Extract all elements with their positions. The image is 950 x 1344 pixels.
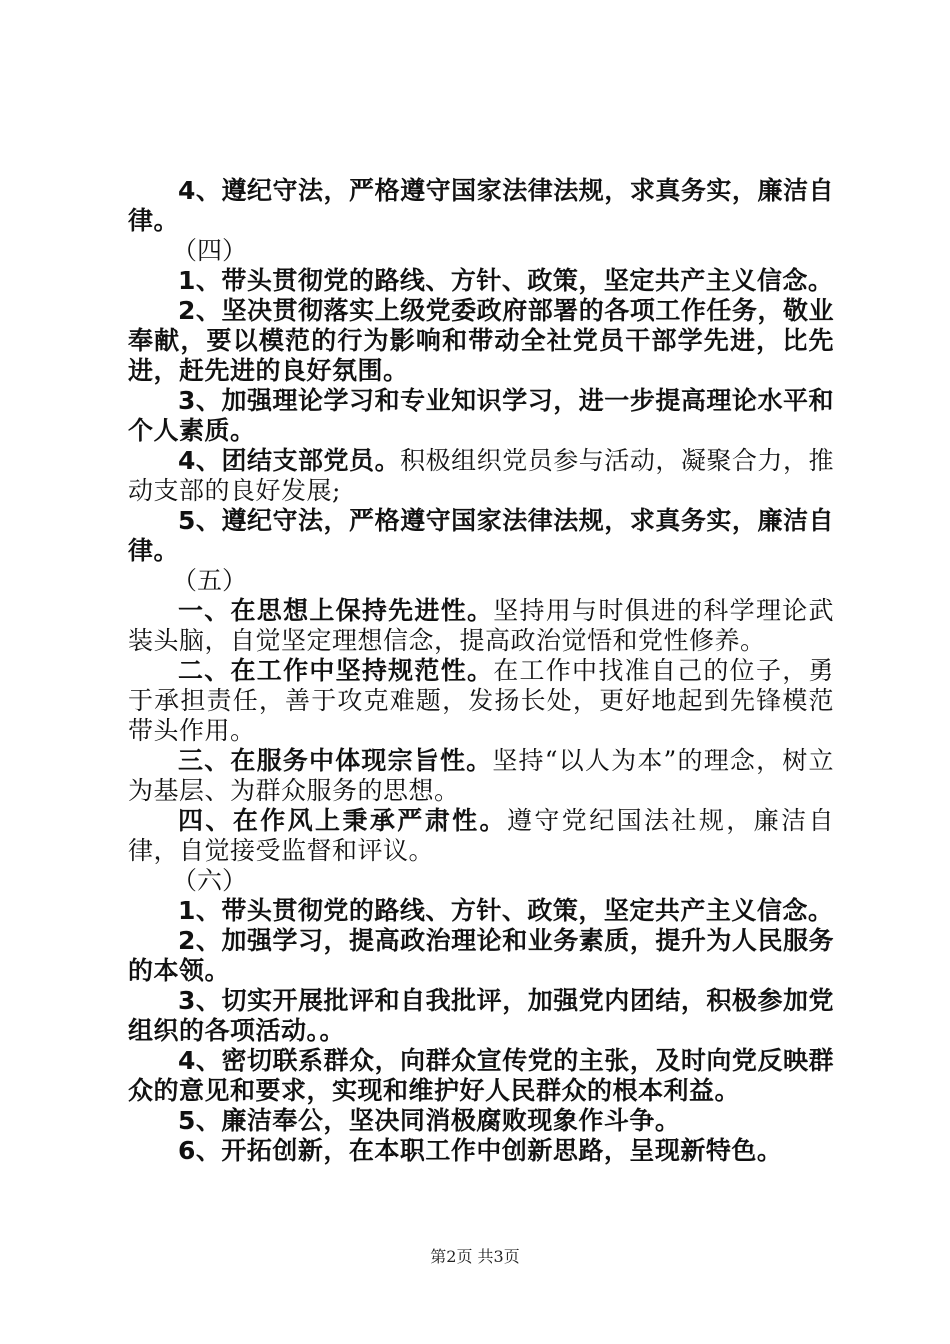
- section-heading: （四）: [172, 236, 248, 265]
- paragraph: 1、带头贯彻党的路线、方针、政策，坚定共产主义信念。: [178, 266, 834, 295]
- paragraph: [128, 596, 834, 656]
- paragraph: 1、带头贯彻党的路线、方针、政策，坚定共产主义信念。: [178, 896, 834, 925]
- paragraph: 3、切实开展批评和自我批评，加强党内团结，积极参加党组织的各项活动。。: [128, 986, 834, 1045]
- paragraph-body: 积极组织党员参与活动，凝聚合力，推动支部的良好发展;: [128, 446, 834, 505]
- paragraph-body: 在工作中找准自己的位子，勇于承担责任，善于攻克难题，发扬长处，更好地起到先锋模范带头作用。: [128, 656, 834, 745]
- paragraph: 6、开拓创新，在本职工作中创新思路，呈现新特色。: [178, 1136, 783, 1165]
- paragraph: 4、遵纪守法，严格遵守国家法律法规，求真务实，廉洁自律。: [128, 176, 834, 235]
- page-footer: [0, 1244, 950, 1267]
- document-body: [128, 176, 834, 1166]
- paragraph: 5、遵纪守法，严格遵守国家法律法规，求真务实，廉洁自律。: [128, 506, 834, 565]
- paragraph: [128, 746, 834, 806]
- paragraph-body: 坚持用与时俱进的科学理论武装头脑，自觉坚定理想信念，提高政治觉悟和党性修养。: [128, 596, 834, 655]
- paragraph-lead: 三、在服务中体现宗旨性。: [178, 746, 493, 775]
- paragraph-lead: 二、在工作中坚持规范性。: [178, 656, 494, 685]
- paragraph: [128, 656, 834, 746]
- paragraph: 2、坚决贯彻落实上级党委政府部署的各项工作任务，敬业奉献，要以模范的行为影响和带动全社党员干部学先进，比先进，赶先进的良好氛围。: [128, 296, 834, 385]
- paragraph: [128, 446, 834, 506]
- paragraph-lead: 一、在思想上保持先进性。: [178, 596, 494, 625]
- page-number: 第2页 共3页: [430, 1247, 520, 1266]
- section-heading: （五）: [172, 566, 248, 595]
- paragraph-body: 坚持“以人为本”的理念，树立为基层、为群众服务的思想。: [128, 746, 834, 805]
- paragraph: 3、加强理论学习和专业知识学习，进一步提高理论水平和个人素质。: [128, 386, 834, 445]
- paragraph: 4、密切联系群众，向群众宣传党的主张，及时向党反映群众的意见和要求，实现和维护好人民群众的根本利益。: [128, 1046, 834, 1105]
- paragraph-lead: 4、团结支部党员。: [178, 446, 401, 475]
- paragraph: 5、廉洁奉公，坚决同消极腐败现象作斗争。: [178, 1106, 681, 1135]
- paragraph-lead: 四、在作风上秉承严肃性。: [178, 806, 507, 835]
- paragraph: 2、加强学习，提高政治理论和业务素质，提升为人民服务的本领。: [128, 926, 834, 985]
- paragraph: [128, 806, 834, 866]
- paragraph-body: 遵守党纪国法社规，廉洁自律，自觉接受监督和评议。: [128, 806, 834, 865]
- section-heading: （六）: [172, 866, 248, 895]
